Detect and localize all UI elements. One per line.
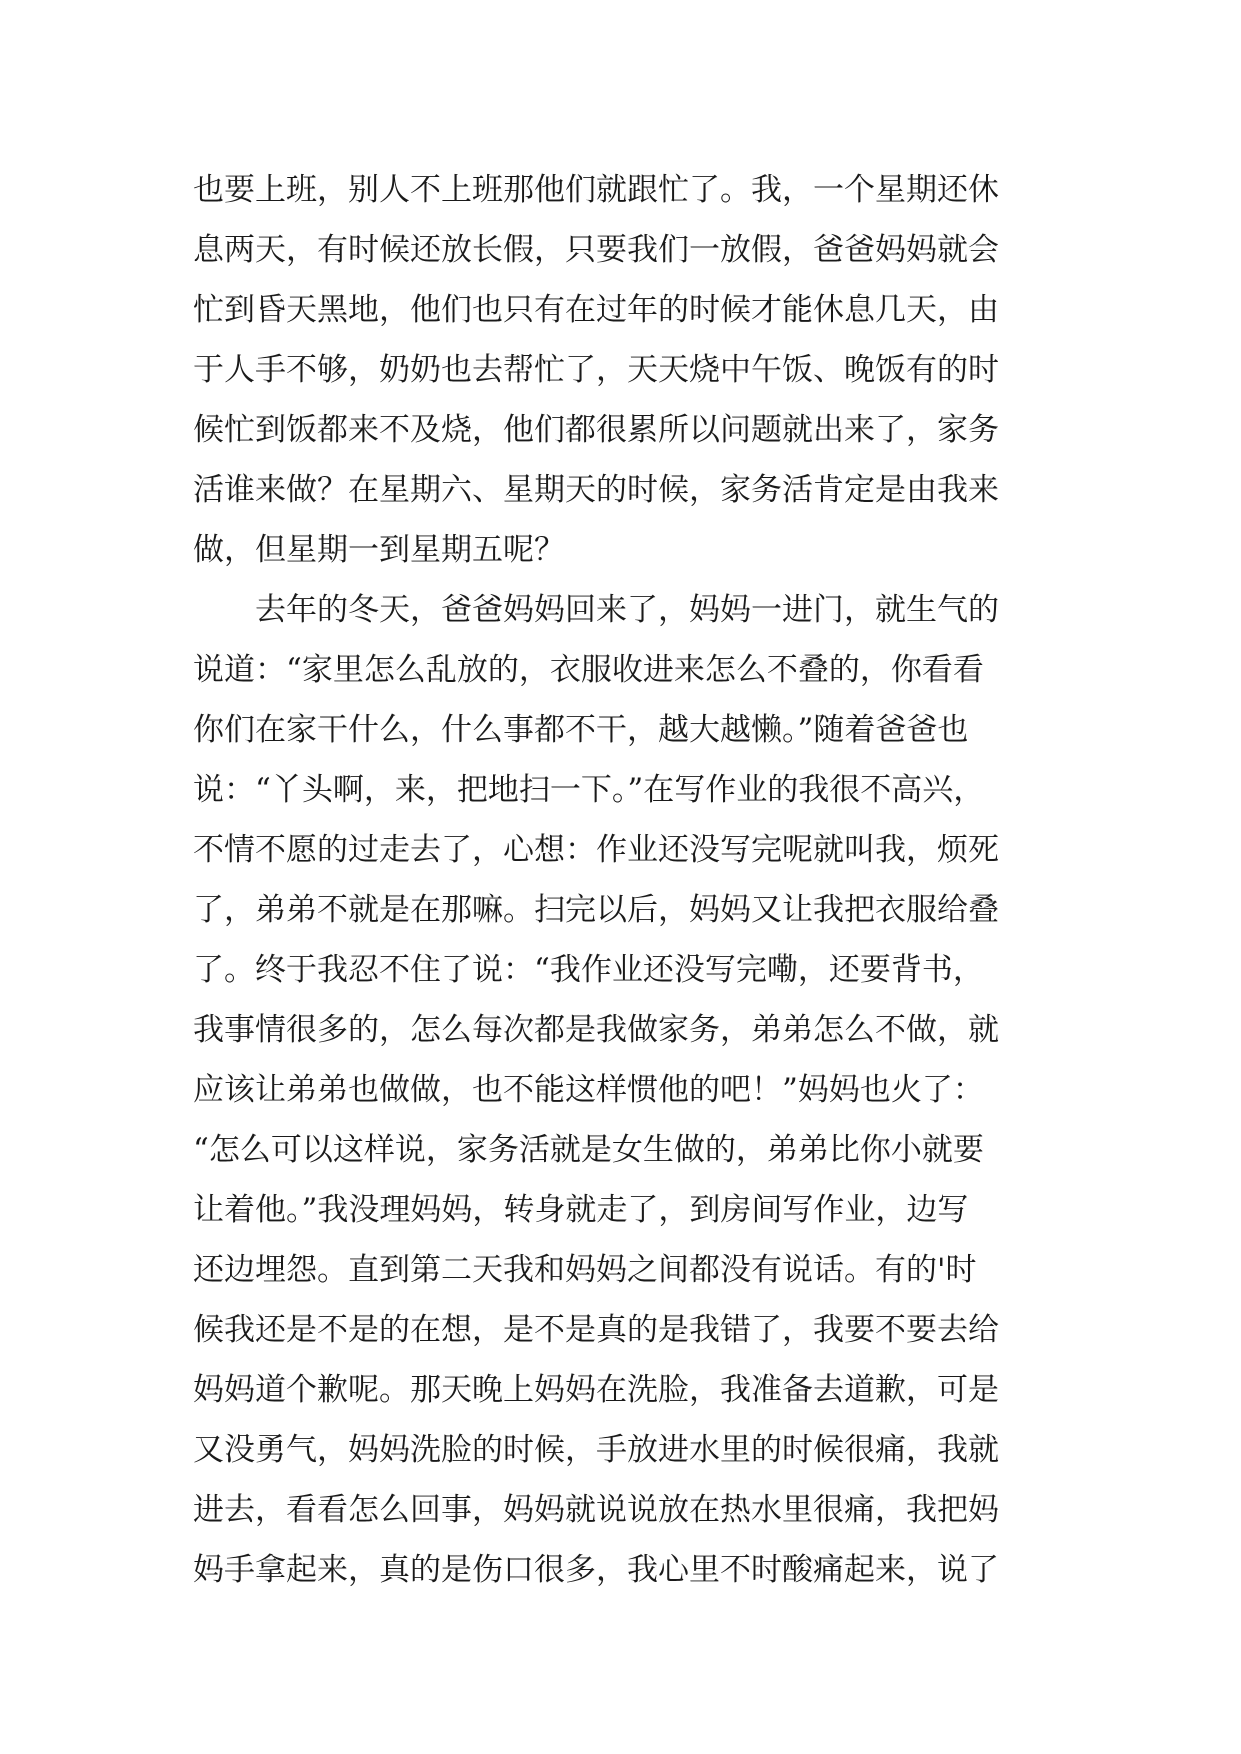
text-line: 候忙到饭都来不及烧，他们都很累所以问题就出来了，家务 — [193, 412, 999, 448]
text-line: 了。终于我忍不住了说：“我作业还没写完嘞，还要背书， — [193, 952, 984, 988]
text-line: 做，但星期一到星期五呢？ — [193, 532, 565, 568]
text-line: 说道：“家里怎么乱放的，衣服收进来怎么不叠的，你看看 — [193, 652, 984, 688]
text-line: 还边埋怨。直到第二天我和妈妈之间都没有说话。有的'时 — [193, 1252, 977, 1288]
text-line: 不情不愿的过走去了，心想：作业还没写完呢就叫我，烦死 — [193, 832, 999, 868]
text-line: 妈妈道个歉呢。那天晚上妈妈在洗脸，我准备去道歉，可是 — [193, 1372, 999, 1408]
text-line: 应该让弟弟也做做，也不能这样惯他的吧！”妈妈也火了： — [193, 1072, 984, 1108]
text-line: 妈手拿起来，真的是伤口很多，我心里不时酸痛起来，说了 — [193, 1552, 999, 1588]
text-line: 活谁来做？在星期六、星期天的时候，家务活肯定是由我来 — [193, 472, 999, 508]
text-line: 进去，看看怎么回事，妈妈就说说放在热水里很痛，我把妈 — [193, 1492, 999, 1528]
text-line: 了，弟弟不就是在那嘛。扫完以后，妈妈又让我把衣服给叠 — [193, 892, 999, 928]
text-line: 又没勇气，妈妈洗脸的时候，手放进水里的时候很痛，我就 — [193, 1432, 999, 1468]
text-line: 候我还是不是的在想，是不是真的是我错了，我要不要去给 — [193, 1312, 999, 1348]
text-line: 于人手不够，奶奶也去帮忙了，天天烧中午饭、晚饭有的时 — [193, 352, 999, 388]
text-line: 让着他。”我没理妈妈，转身就走了，到房间写作业，边写 — [193, 1192, 969, 1228]
body-text — [193, 160, 1073, 1600]
text-line: 也要上班，别人不上班那他们就跟忙了。我，一个星期还休 — [193, 172, 999, 208]
text-line: 你们在家干什么，什么事都不干，越大越懒。”随着爸爸也 — [193, 712, 969, 748]
text-line: “怎么可以这样说，家务活就是女生做的，弟弟比你小就要 — [193, 1132, 984, 1168]
text-line: 说：“丫头啊，来，把地扫一下。”在写作业的我很不高兴， — [193, 772, 985, 808]
paragraph-start-line: 去年的冬天，爸爸妈妈回来了，妈妈一进门，就生气的 — [255, 592, 999, 628]
text-line: 忙到昏天黑地，他们也只有在过年的时候才能休息几天，由 — [193, 292, 999, 328]
text-line: 息两天，有时候还放长假，只要我们一放假，爸爸妈妈就会 — [193, 232, 999, 268]
text-line: 我事情很多的，怎么每次都是我做家务，弟弟怎么不做，就 — [193, 1012, 999, 1048]
